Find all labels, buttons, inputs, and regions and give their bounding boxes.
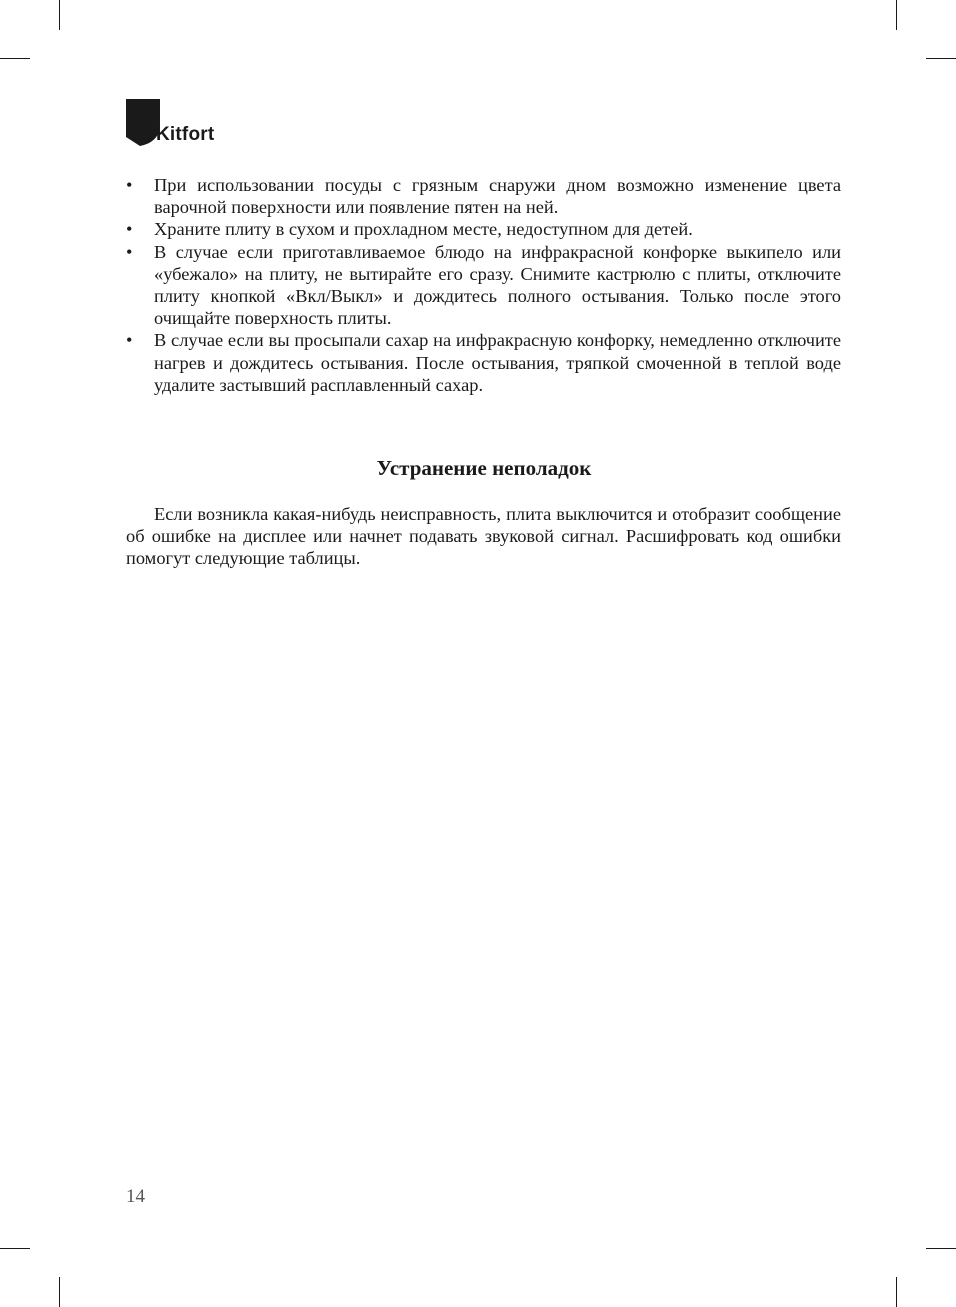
crop-mark-top-right-horizontal bbox=[926, 58, 956, 59]
page-number: 14 bbox=[126, 1186, 145, 1207]
bullet-dot: • bbox=[126, 241, 133, 262]
kitfort-logo-icon bbox=[126, 99, 160, 147]
crop-mark-top-left-horizontal bbox=[0, 58, 30, 59]
brand-name: Kitfort bbox=[156, 124, 215, 145]
list-item bbox=[126, 174, 841, 218]
crop-mark-bottom-left-horizontal bbox=[0, 1248, 30, 1249]
safety-bullet-list bbox=[126, 174, 841, 396]
section-title: Устранение неполадок bbox=[376, 456, 592, 480]
section-paragraph: Если возникла какая-нибудь неисправность, плита выключится и отобразит сообщение об ошибке на дисплее или начнет подавать звуковой сигнал. Расшифровать код ошибки помогут следующие таблицы. bbox=[126, 504, 841, 569]
list-item-text: Храните плиту в сухом и прохладном месте, недоступном для детей. bbox=[154, 219, 693, 240]
crop-mark-top-right-vertical bbox=[896, 0, 897, 30]
bullet-dot: • bbox=[126, 175, 133, 195]
list-item-text: При использовании посуды с грязным снаружи дном возможно изменение цвета варочной поверхности или появление пятен на ней. bbox=[154, 175, 841, 218]
bullet-dot: • bbox=[126, 330, 133, 351]
list-item bbox=[126, 241, 841, 330]
list-item-text: В случае если приготавливаемое блюдо на инфракрасной конфорке выкипело или «убежало» на плиту, не вытирайте его сразу. Снимите кастрюлю с плиты, отключите плиту кнопкой «Вкл/Выкл» и дождитесь полного остывания. Только после этого очищайте поверхность плиты. bbox=[154, 241, 841, 329]
crop-mark-bottom-left-vertical bbox=[59, 1277, 60, 1307]
list-item-text: В случае если вы просыпали сахар на инфракрасную конфорку, немедленно отключите нагрев и дождитесь остывания. После остывания, тряпкой смоченной в теплой воде удалите застывший расплавленный сахар. bbox=[154, 330, 841, 395]
crop-mark-bottom-right-vertical bbox=[896, 1277, 897, 1307]
list-item bbox=[126, 218, 841, 240]
list-item bbox=[126, 329, 841, 396]
crop-mark-top-left-vertical bbox=[59, 0, 60, 30]
bullet-dot: • bbox=[126, 219, 133, 240]
crop-mark-bottom-right-horizontal bbox=[926, 1248, 956, 1249]
brand-logo bbox=[126, 99, 214, 147]
